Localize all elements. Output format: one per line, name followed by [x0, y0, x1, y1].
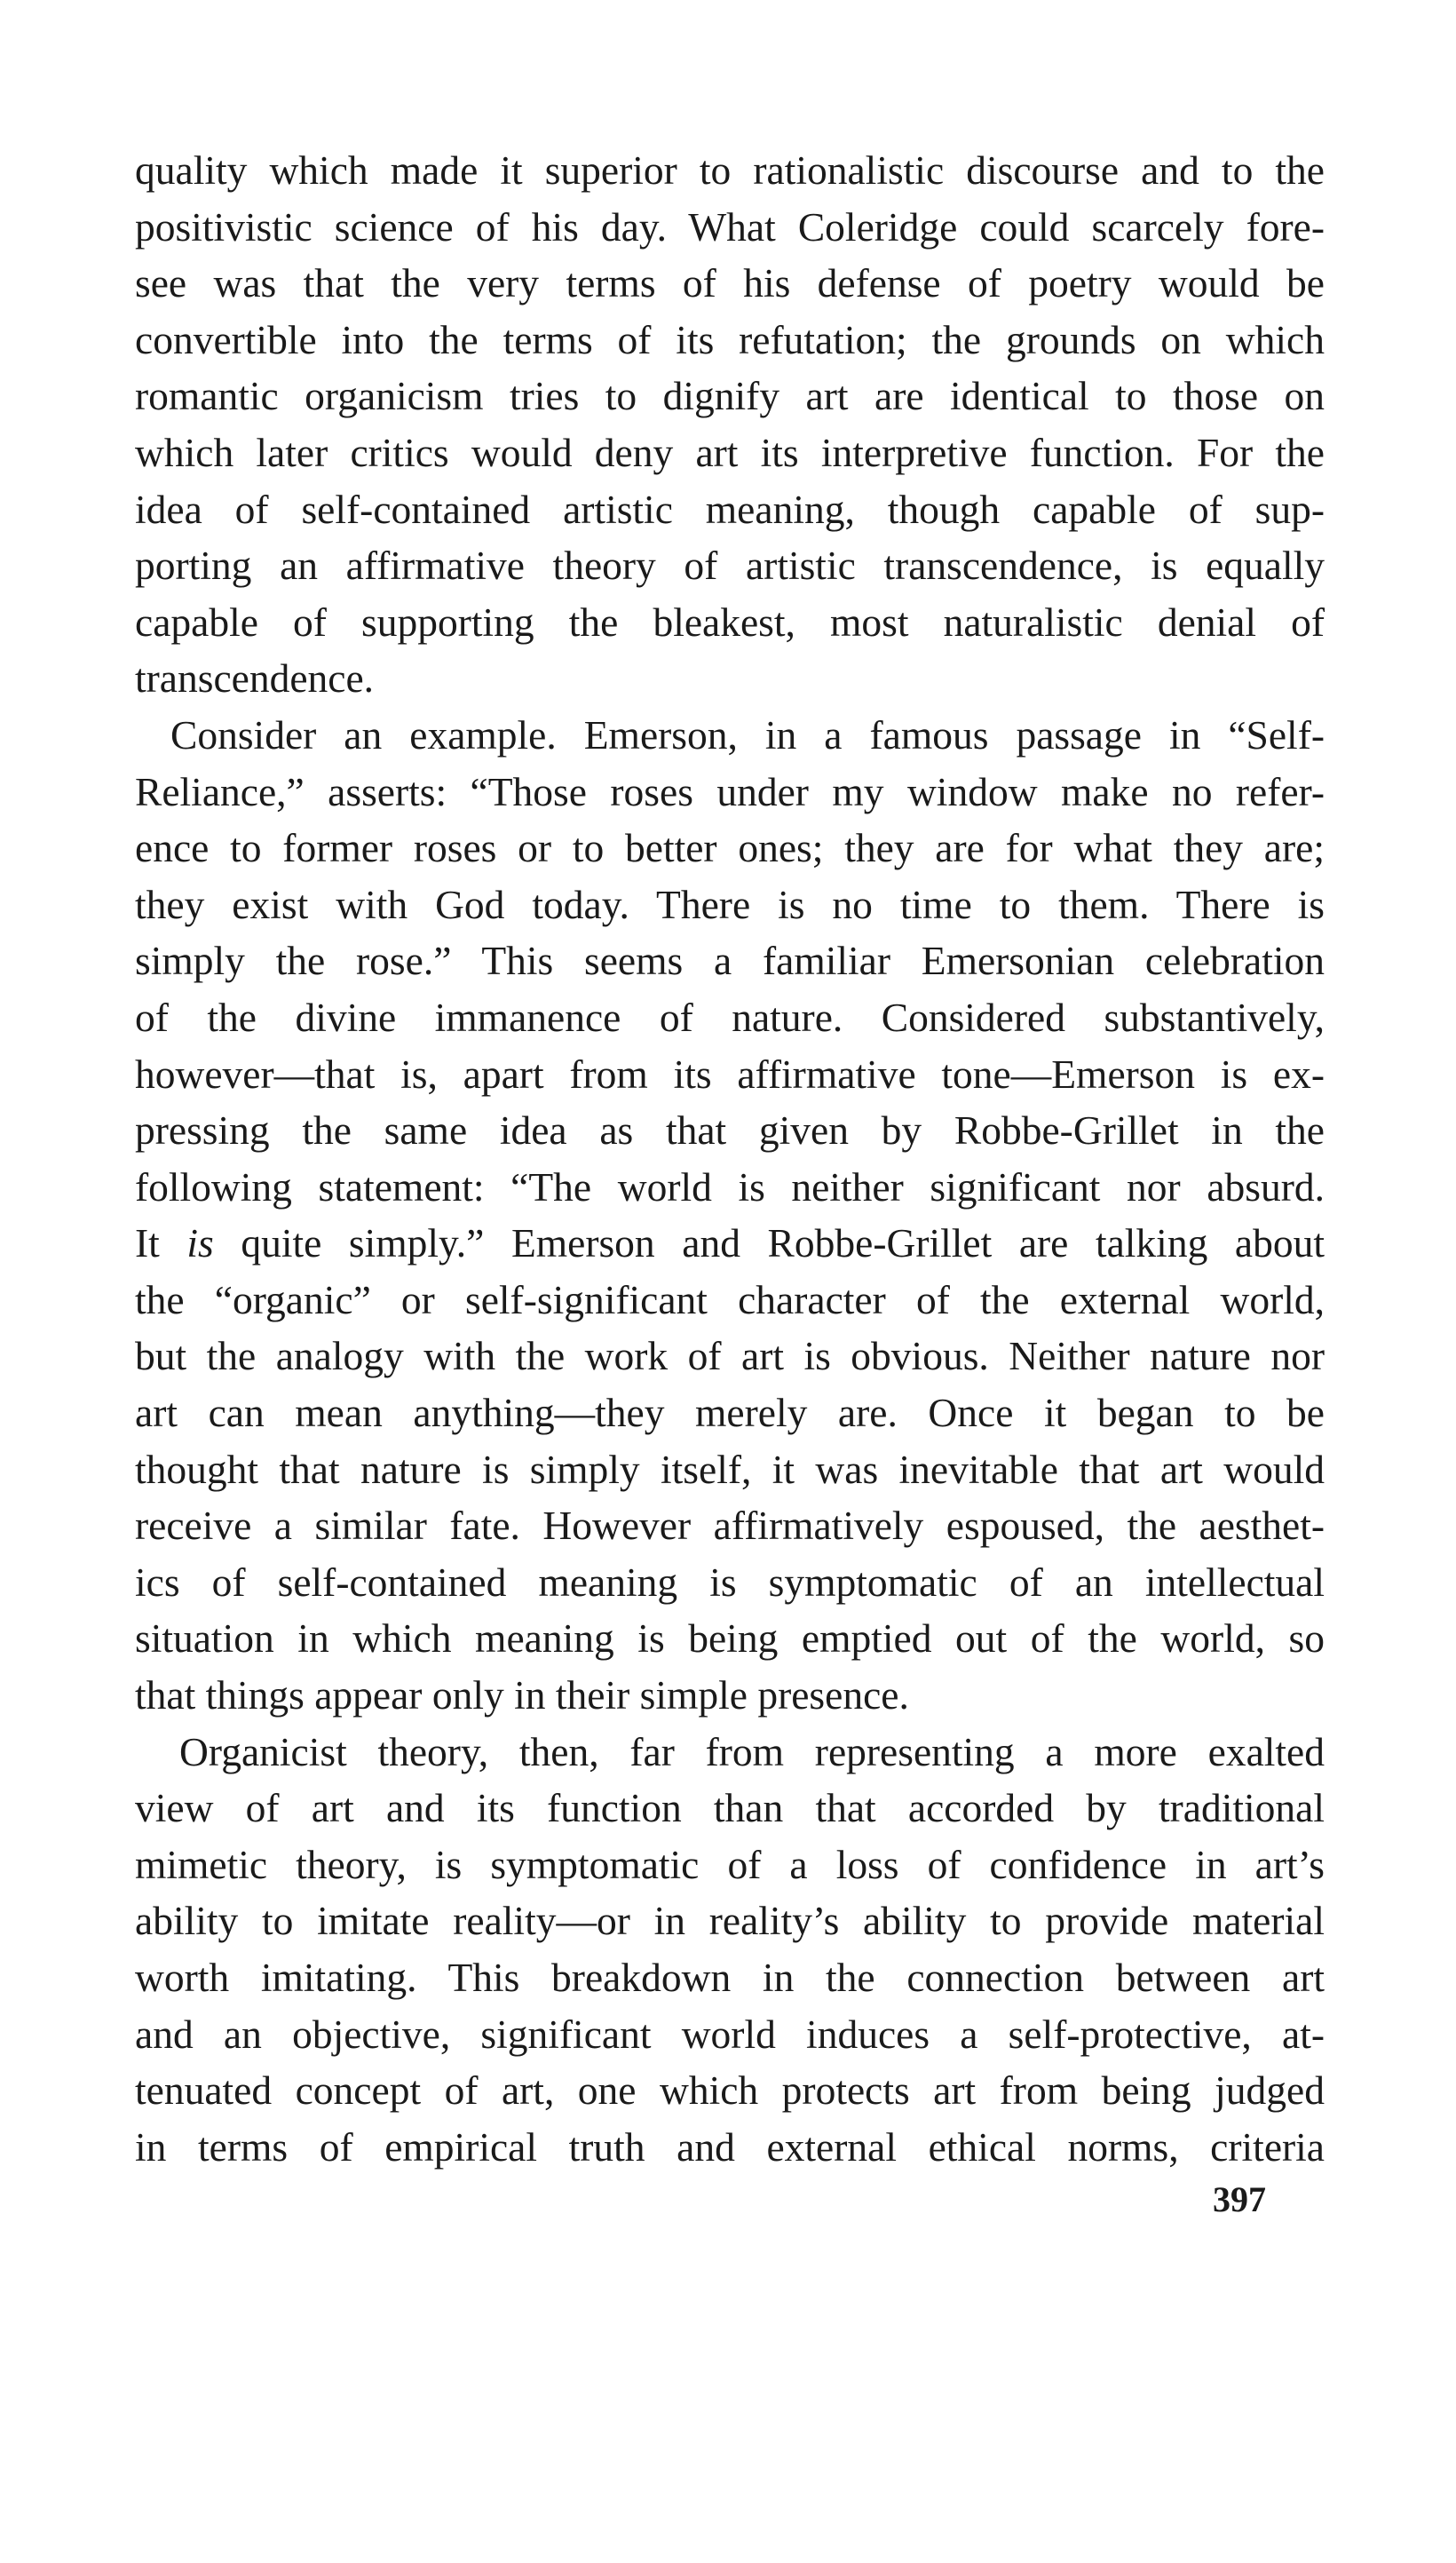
text-line: which later critics would deny art its interpretive function. For the — [135, 429, 1325, 475]
italic-emphasis: is — [186, 1220, 214, 1266]
text-line: positivistic science of his day. What Coleridge could scarcely fore- — [135, 203, 1325, 250]
body-text — [135, 142, 1325, 2175]
text-line: simply the rose.” This seems a familiar Emersonian celebration — [135, 938, 1325, 984]
text-line: transcendence. — [135, 655, 375, 702]
text-line: quality which made it superior to rationalistic discourse and to the — [135, 147, 1325, 193]
text-line: convertible into the terms of its refutation; the grounds on which — [135, 316, 1325, 362]
text-line: idea of self-contained artistic meaning, though capable of sup- — [135, 486, 1325, 532]
text-line: receive a similar fate. However affirmatively espoused, the aesthet- — [135, 1503, 1325, 1549]
text-line: Reliance,” asserts: “Those roses under my window make no refer- — [135, 768, 1325, 814]
text-line: in terms of empirical truth and external ethical norms, criteria — [135, 2123, 1325, 2170]
text-line: but the analogy with the work of art is obvious. Neither nature nor — [135, 1333, 1325, 1379]
text-line: Consider an example. Emerson, in a famous passage in “Self- — [170, 711, 1325, 758]
text-line: romantic organicism tries to dignify art are identical to those on — [135, 373, 1325, 419]
text-line: porting an affirmative theory of artistic transcendence, is equally — [135, 543, 1325, 589]
text-line: mimetic theory, is symptomatic of a loss of confidence in art’s — [135, 1841, 1325, 1887]
text-line: Organicist theory, then, far from representing a more exalted — [179, 1728, 1325, 1774]
paragraph — [135, 707, 1325, 1724]
text-line: view of art and its function than that accorded by traditional — [135, 1785, 1325, 1831]
text-line: and an objective, significant world induces a self-protective, at- — [135, 2011, 1325, 2057]
text-line: of the divine immanence of nature. Considered substantively, — [135, 994, 1325, 1040]
text-line: following statement: “The world is neither significant nor absurd. — [135, 1163, 1325, 1210]
page-number: 397 — [1213, 2179, 1266, 2219]
text-line: ence to former roses or to better ones; they are for what they are; — [135, 825, 1325, 871]
text-line: thought that nature is simply itself, it was inevitable that art would — [135, 1446, 1325, 1492]
text-line: art can mean anything—they merely are. Once it began to be — [135, 1390, 1325, 1436]
text-line: situation in which meaning is being emptied out of the world, so — [135, 1615, 1325, 1662]
text-line: It is quite simply.” Emerson and Robbe-Grillet are talking about — [135, 1220, 1325, 1266]
paragraph — [135, 1724, 1325, 2176]
text-line: worth imitating. This breakdown in the connection between art — [135, 1955, 1325, 2000]
text-line: that things appear only in their simple presence. — [135, 1672, 909, 1718]
text-line: capable of supporting the bleakest, most naturalistic denial of — [135, 599, 1325, 645]
text-line: tenuated concept of art, one which protects art from being judged — [135, 2067, 1325, 2114]
text-line: they exist with God today. There is no time to them. There is — [135, 881, 1325, 927]
text-line: pressing the same idea as that given by Robbe-Grillet in the — [135, 1107, 1325, 1154]
text-line: see was that the very terms of his defense of poetry would be — [135, 260, 1325, 306]
paragraph — [135, 142, 1325, 707]
text-line: the “organic” or self-significant character of the external world, — [135, 1276, 1325, 1322]
text-line: ics of self-contained meaning is symptomatic of an intellectual — [135, 1559, 1325, 1605]
text-line: ability to imitate reality—or in reality’s ability to provide material — [135, 1898, 1325, 1944]
text-line: however—that is, apart from its affirmative tone—Emerson is ex- — [135, 1051, 1325, 1097]
